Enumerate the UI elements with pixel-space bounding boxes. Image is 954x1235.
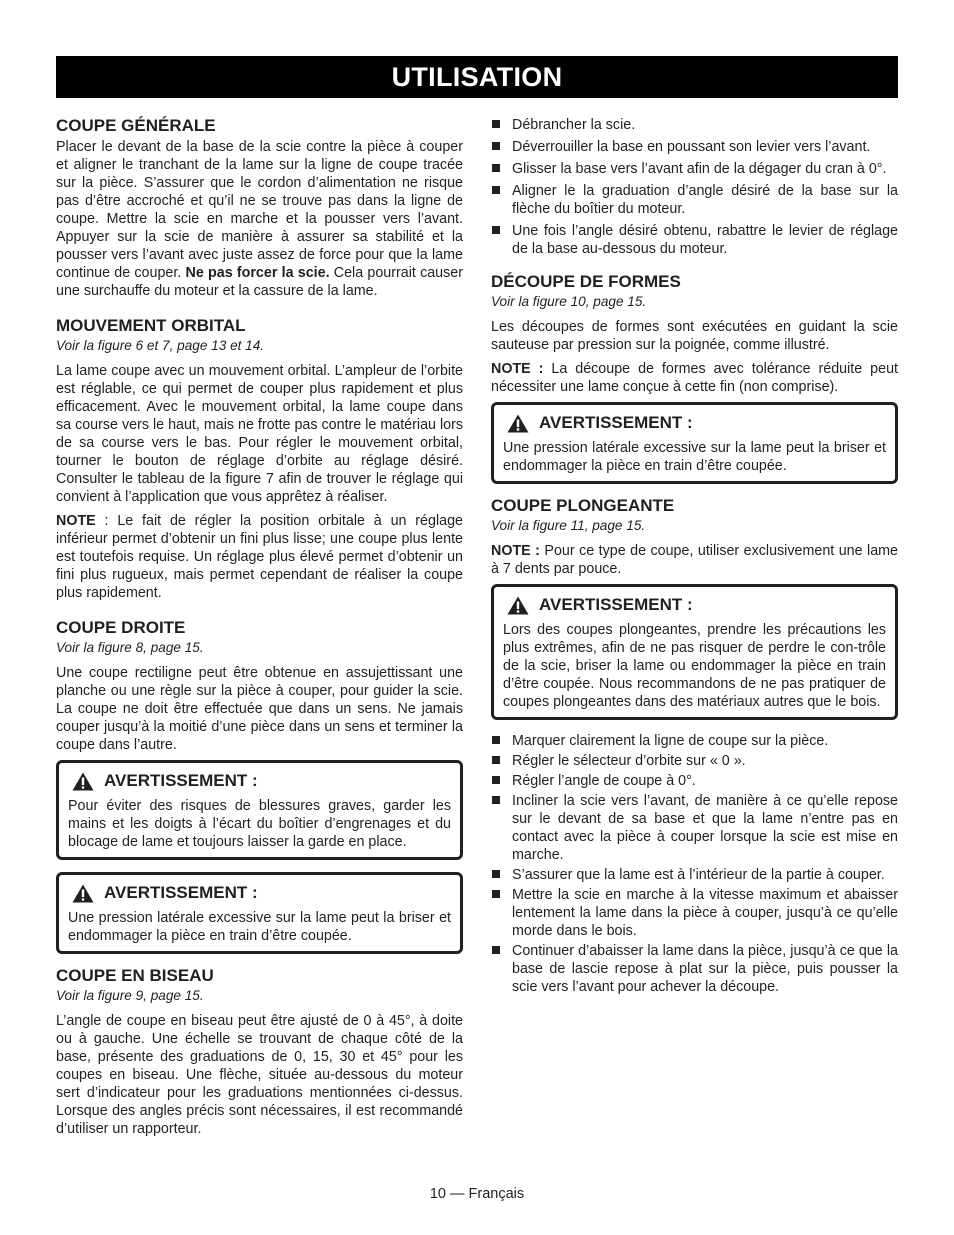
list-item: Déverrouiller la base en poussant son levier vers l’avant. [491,138,898,156]
warning-box-3 [491,402,898,484]
warning-triangle-icon [507,414,529,433]
bevel-steps-list [491,116,898,258]
page-footer: 10 — Français [429,1186,525,1202]
warning-triangle-icon [507,596,529,615]
list-item: Marquer clairement la ligne de coupe sur la pièce. [491,732,898,750]
warning-text: Pour éviter des risques de blessures graves, garder les mains et les doigts à l’écart du boîtier d’engrenages et du blocage de lame et toujours laisser la garde en place. [68,798,451,850]
text-decoupe-formes: Les découpes de formes sont exécutées en guidant la scie sauteuse par pression sur la poignée, comme illustré. [491,319,898,353]
list-item: Glisser la base vers l’avant afin de la dégager du cran à 0°. [491,160,898,178]
warning-text: Une pression latérale excessive sur la lame peut la briser et endommager la pièce en train d’être coupée. [503,440,886,474]
list-item: Régler l’angle de coupe à 0°. [491,772,898,790]
section-decoupe-formes [491,272,898,396]
warning-text: Une pression latérale excessive sur la lame peut la briser et endommager la pièce en train d’être coupée. [68,910,451,944]
right-column [491,116,898,998]
warning-title: AVERTISSEMENT : [104,771,258,790]
note-decoupe-formes: NOTE : La découpe de formes avec tolérance réduite peut nécessiter une lame conçue à cette fin (non comprise). [491,361,898,395]
ref-coupe-droite: Voir la figure 8, page 15. [56,640,204,655]
left-column [56,116,463,1144]
warning-box-1 [56,760,463,860]
warning-box-4 [491,584,898,720]
warning-title: AVERTISSEMENT : [104,883,258,902]
list-item: Mettre la scie en marche à la vitesse maximum et abaisser lentement la lame dans la pièce à couper, jusqu’à ce qu’elle morde dans le bois. [491,886,898,940]
list-item: Continuer d’abaisser la lame dans la pièce, jusqu’à ce que la base de lascie repose à plat sur la pièce, puis pousser la scie vers l’avant pour achever la découpe. [491,942,898,996]
note-mouvement-orbital: NOTE : Le fait de régler la position orbitale à un réglage inférieur permet d’obtenir un fini plus lisse; une coupe plus lente est toutefois requise. Un réglage plus élevé permet d’obtenir un fini plus rugueux, mais permet cependant de réaliser la coupe plus rapidement. [56,513,463,601]
warning-triangle-icon [72,772,94,791]
section-coupe-biseau [56,966,463,1138]
section-mouvement-orbital [56,316,463,602]
section-coupe-droite [56,618,463,754]
section-coupe-generale [56,116,463,300]
text-coupe-droite: Une coupe rectiligne peut être obtenue en assujettissant une planche ou une règle sur la pièce à couper, pour guider la scie. La coupe ne doit être effectuée que dans un sens. Ne jamais couper jusqu’à la moitié d’une pièce dans un sens et terminer la coupe dans l’autre. [56,665,463,753]
text-coupe-biseau: L’angle de coupe en biseau peut être ajusté de 0 à 45°, à doite ou à gauche. Une échelle se trouvant de chaque côté de la base, présente des graduations de 0, 15, 30 et 45° pour les coupes en biseau. Une flèche, située au-dessous du moteur sert d’indicateur pour les graduations mentionnées ci-dessus. Lorsque des angles précis sont nécessaires, il est recommandé d’utiliser un rapporteur. [56,1013,463,1137]
ref-decoupe-formes: Voir la figure 10, page 15. [491,294,647,309]
heading-coupe-plongeante: COUPE PLONGEANTE [491,496,675,515]
text-coupe-generale: Placer le devant de la base de la scie contre la pièce à couper et aligner le tranchant de la lame sur la ligne de coupe tracée sur la pièce. S’assurer que le cordon d’alimentation ne risque pas d’être accroché et qu’il ne se trouve pas dans la ligne de coupe. Mettre la scie en marche et la pousser vers l’avant. Appuyer sur la scie de manière à assurer sa stabilité et la pousser vers l’avant avec juste assez de force pour que la lame continue de couper. Ne pas forcer la scie. Cela pourrait causer une surchauffe du moteur et la cassure de la lame. [56,139,463,299]
heading-decoupe-formes: DÉCOUPE DE FORMES [491,272,681,291]
section-coupe-plongeante [491,496,898,578]
list-item: Incliner la scie vers l’avant, de manière à ce qu’elle repose sur le devant de sa base et que la lame n’entre pas en contact avec la pièce à couper lorsque la scie est mise en marche. [491,792,898,864]
warning-triangle-icon [72,884,94,903]
list-item: Aligner le la graduation d’angle désiré de la base sur la flèche du boîtier du moteur. [491,182,898,218]
warning-title: AVERTISSEMENT : [539,413,693,432]
page-title: UTILISATION [391,61,563,92]
note-coupe-plongeante: NOTE : Pour ce type de coupe, utiliser exclusivement une lame à 7 dents par pouce. [491,543,899,577]
heading-coupe-biseau: COUPE EN BISEAU [56,966,214,985]
list-item: Régler le sélecteur d’orbite sur « 0 ». [491,752,898,770]
warning-box-2 [56,872,463,954]
heading-coupe-generale: COUPE GÉNÉRALE [56,116,216,135]
text-mouvement-orbital: La lame coupe avec un mouvement orbital. L’ampleur de l’orbite est réglable, ce qui permet de couper plus rapidement et plus efficacement. Avec le mouvement orbital, la lame coupe dans sa course vers le haut, mais ne frotte pas contre le matériau lors de sa course vers le bas. Pour régler le mouvement orbital, tourner le bouton de réglage d’orbite au réglage désiré. Consulter le tableau de la figure 7 afin de trouver le réglage qui convient à l’application que vous apprêtez à réaliser. [56,363,463,505]
ref-coupe-plongeante: Voir la figure 11, page 15. [491,518,646,533]
ref-coupe-biseau: Voir la figure 9, page 15. [56,988,204,1003]
warning-text: Lors des coupes plongeantes, prendre les précautions les plus extrêmes, afin de ne pas risquer de perdre le con-trôle de la scie, briser la lame ou endommager la pièce en train d’être coupée. Nous recommandons de ne pas pratiquer de coupes plongeantes dans des matériaux autres que le bois. [503,622,886,710]
heading-coupe-droite: COUPE DROITE [56,618,186,637]
heading-mouvement-orbital: MOUVEMENT ORBITAL [56,316,246,335]
page-title-banner [56,56,898,98]
plunge-steps-list [491,732,898,996]
warning-title: AVERTISSEMENT : [539,595,693,614]
list-item: Une fois l’angle désiré obtenu, rabattre le levier de réglage de la base au-dessous du moteur. [491,222,898,258]
ref-mouvement-orbital: Voir la figure 6 et 7, page 13 et 14. [56,338,265,353]
list-item: S’assurer que la lame est à l’intérieur de la partie à couper. [491,866,898,884]
list-item: Débrancher la scie. [491,116,898,134]
